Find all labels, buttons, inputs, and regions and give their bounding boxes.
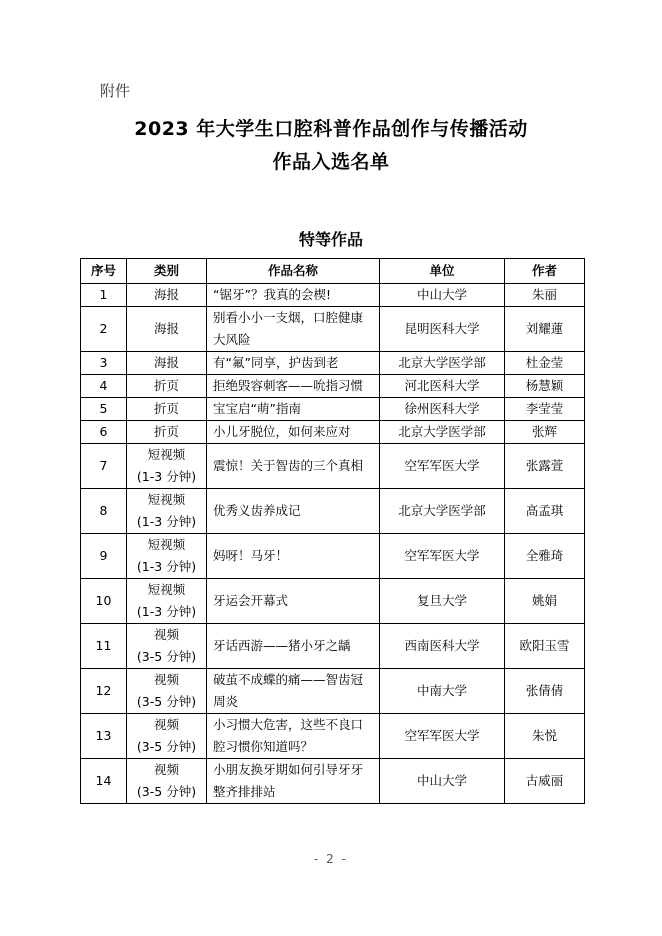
row-number: 13 [81,714,127,759]
category-duration: (1-3 分钟) [136,559,197,574]
header-number: 序号 [81,259,127,284]
row-unit: 徐州医科大学 [380,398,505,421]
document-subtitle: 作品入选名单 [272,151,390,173]
row-author: 全雅琦 [505,534,585,579]
category-label: 折页 [153,401,179,416]
row-work-title: 有“氟”同享，护齿到老 [207,352,380,375]
row-unit: 昆明医科大学 [380,307,505,352]
row-unit: 中南大学 [380,669,505,714]
row-unit: 复旦大学 [380,579,505,624]
table-row [81,284,585,307]
category-label: 短视频 [147,582,186,597]
row-category [127,624,207,669]
row-category [127,398,207,421]
category-label: 短视频 [147,537,186,552]
row-author: 杜金莹 [505,352,585,375]
category-label: 视频 [153,627,179,642]
table-row [81,624,585,669]
category-label: 海报 [153,355,179,370]
row-author: 张露萱 [505,444,585,489]
category-label: 折页 [153,424,179,439]
table-row [81,375,585,398]
row-work-title: 小习惯大危害，这些不良口腔习惯你知道吗？ [207,714,380,759]
table-row [81,534,585,579]
category-label: 折页 [153,378,179,393]
row-category [127,352,207,375]
row-number: 4 [81,375,127,398]
attachment-label: 附件 [100,82,131,100]
row-number: 6 [81,421,127,444]
row-author: 刘耀蓮 [505,307,585,352]
category-label: 视频 [153,717,179,732]
section-title: 特等作品 [298,230,363,249]
row-unit: 空军军医大学 [380,444,505,489]
row-author: 欧阳玉雪 [505,624,585,669]
category-label: 短视频 [147,492,186,507]
category-label: 海报 [153,287,179,302]
row-unit: 中山大学 [380,284,505,307]
table-row [81,307,585,352]
row-unit: 河北医科大学 [380,375,505,398]
table-row [81,444,585,489]
row-unit: 西南医科大学 [380,624,505,669]
row-author: 朱丽 [505,284,585,307]
row-category [127,489,207,534]
row-unit: 中山大学 [380,759,505,804]
table-header-row [81,259,585,284]
category-duration: (3-5 分钟) [136,694,197,709]
row-work-title: 小朋友换牙期如何引导牙牙整齐排排站 [207,759,380,804]
row-author: 张辉 [505,421,585,444]
row-category [127,284,207,307]
category-label: 海报 [153,321,179,336]
category-duration: (1-3 分钟) [136,514,197,529]
row-number: 14 [81,759,127,804]
row-unit: 北京大学医学部 [380,352,505,375]
row-category [127,444,207,489]
row-work-title: 宝宝启“萌”指南 [207,398,380,421]
table-row [81,579,585,624]
table-body [81,284,585,804]
category-label: 短视频 [147,447,186,462]
row-category [127,534,207,579]
row-category [127,375,207,398]
row-category [127,579,207,624]
category-duration: (1-3 分钟) [136,604,197,619]
row-category [127,421,207,444]
row-unit: 北京大学医学部 [380,421,505,444]
row-unit: 空军军医大学 [380,714,505,759]
category-duration: (3-5 分钟) [136,739,197,754]
row-category [127,714,207,759]
row-work-title: 别看小小一支烟，口腔健康大风险 [207,307,380,352]
row-author: 高孟琪 [505,489,585,534]
row-work-title: 优秀义齿养成记 [207,489,380,534]
row-author: 杨慧颖 [505,375,585,398]
category-label: 视频 [153,762,179,777]
row-work-title: 牙话西游——猪小牙之龋 [207,624,380,669]
row-work-title: 牙运会开幕式 [207,579,380,624]
row-number: 12 [81,669,127,714]
table-row [81,759,585,804]
page-number: - 2 - [314,852,348,866]
row-category [127,759,207,804]
row-author: 姚娟 [505,579,585,624]
row-number: 9 [81,534,127,579]
table-row [81,714,585,759]
row-number: 3 [81,352,127,375]
row-category [127,669,207,714]
row-unit: 北京大学医学部 [380,489,505,534]
row-number: 2 [81,307,127,352]
row-author: 张倩倩 [505,669,585,714]
table-row [81,398,585,421]
category-label: 视频 [153,672,179,687]
category-duration: (3-5 分钟) [136,784,197,799]
row-work-title: 拒绝毁容刺客——吮指习惯 [207,375,380,398]
row-author: 古威丽 [505,759,585,804]
row-work-title: 破茧不成蝶的痛——智齿冠周炎 [207,669,380,714]
row-work-title: 妈呀！马牙！ [207,534,380,579]
category-duration: (1-3 分钟) [136,469,197,484]
row-work-title: “锯牙”？我真的会楔! [207,284,380,307]
row-number: 10 [81,579,127,624]
header-category: 类别 [127,259,207,284]
header-unit: 单位 [380,259,505,284]
row-author: 朱悦 [505,714,585,759]
row-work-title: 小儿牙脱位，如何来应对 [207,421,380,444]
row-unit: 空军军医大学 [380,534,505,579]
row-number: 1 [81,284,127,307]
table-row [81,421,585,444]
category-duration: (3-5 分钟) [136,649,197,664]
document-title: 2023 年大学生口腔科普作品创作与传播活动 [134,118,528,140]
table-row [81,489,585,534]
winners-table [80,258,585,804]
row-number: 11 [81,624,127,669]
row-number: 5 [81,398,127,421]
table-row [81,352,585,375]
row-category [127,307,207,352]
row-author: 李莹莹 [505,398,585,421]
row-number: 7 [81,444,127,489]
row-work-title: 震惊！关于智齿的三个真相 [207,444,380,489]
header-work-title: 作品名称 [207,259,380,284]
table-row [81,669,585,714]
row-number: 8 [81,489,127,534]
header-author: 作者 [505,259,585,284]
